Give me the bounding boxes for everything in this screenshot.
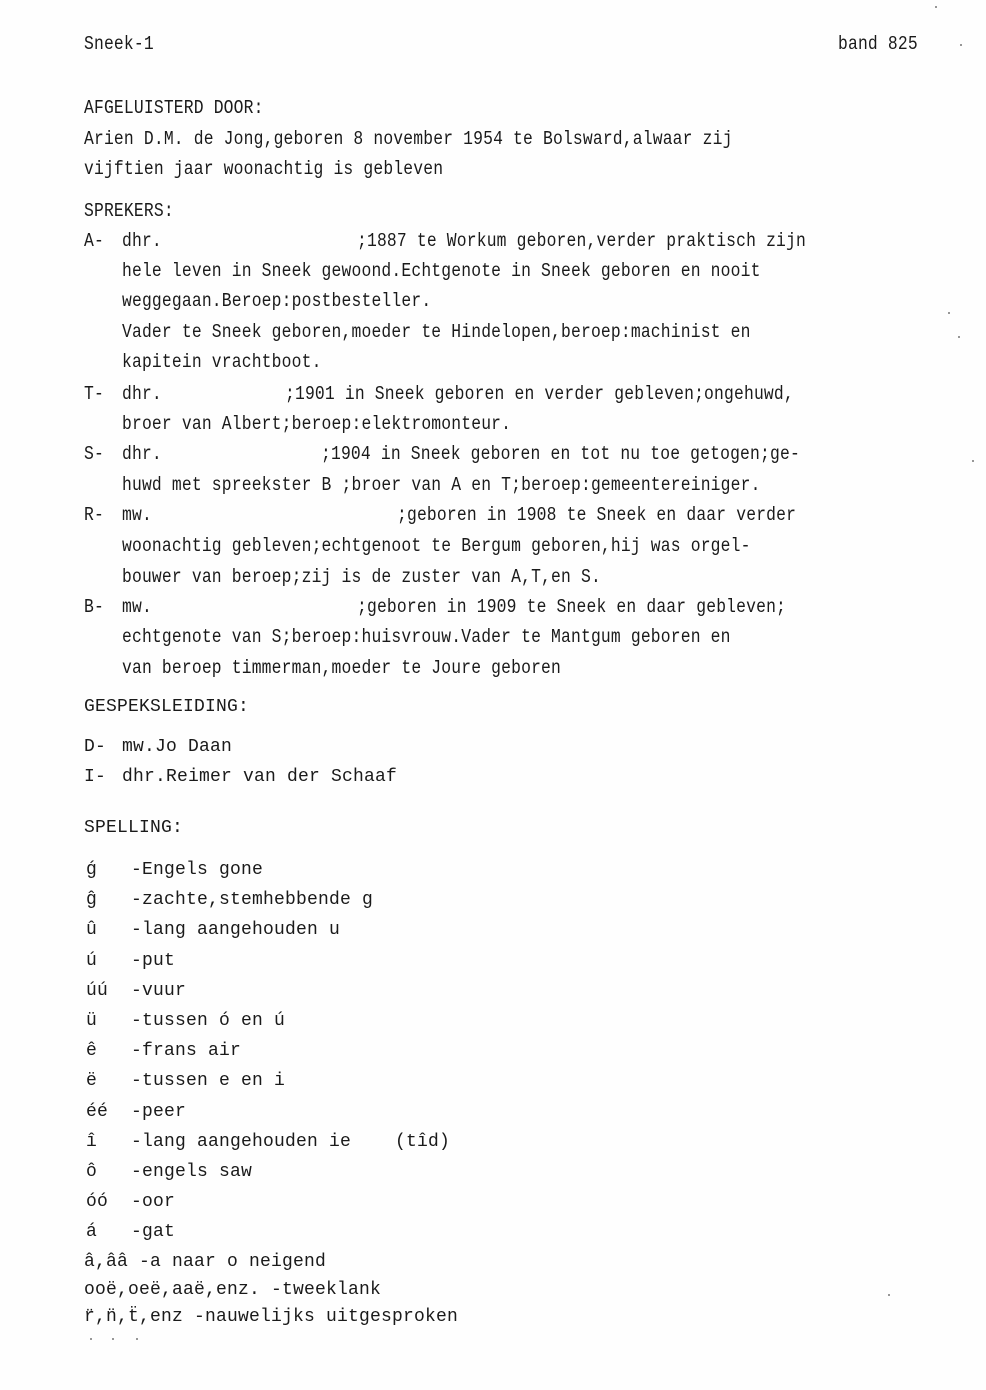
speaker-line: ;geboren in 1908 te Sneek en daar verder xyxy=(397,504,797,526)
spelling-description: -vuur xyxy=(131,980,187,1001)
scan-speck xyxy=(935,6,937,8)
speaker-line: weggegaan.Beroep:postbesteller. xyxy=(122,290,432,312)
spelling-description: -peer xyxy=(131,1101,187,1122)
speaker-line: ;1901 in Sneek geboren en verder gebleven;ongehuwd, xyxy=(285,383,794,405)
section-heading-sprekers: SPREKERS: xyxy=(84,200,174,222)
spelling-symbol: û xyxy=(86,920,98,941)
scan-speck xyxy=(136,1338,138,1340)
tape-number: band 825 xyxy=(838,33,918,55)
speaker-line: echtgenote van S;beroep:huisvrouw.Vader te Mantgum geboren en xyxy=(122,626,731,648)
spelling-symbol: ĝ xyxy=(86,890,98,911)
section-heading-gespreksleiding: GESPEKSLEIDING: xyxy=(84,697,250,717)
spelling-description: -zachte,stemhebbende g xyxy=(131,890,374,911)
scan-speck xyxy=(948,312,950,314)
spelling-symbol: úú xyxy=(86,980,109,1001)
scan-speck xyxy=(972,460,974,462)
section-heading-afgeluisterd: AFGELUISTERD DOOR: xyxy=(84,97,264,119)
speaker-code: T- xyxy=(84,383,104,405)
scan-speck xyxy=(958,336,960,338)
scan-speck xyxy=(960,44,962,46)
speaker-title: mw. xyxy=(122,504,152,526)
interviewer-code: D- xyxy=(84,737,107,757)
speaker-title: dhr. xyxy=(122,443,162,465)
spelling-description: -oor xyxy=(131,1192,176,1213)
scan-speck xyxy=(90,1338,92,1340)
speaker-line: Vader te Sneek geboren,moeder te Hindelopen,beroep:machinist en xyxy=(122,321,751,343)
speaker-code: B- xyxy=(84,596,104,618)
spelling-extra-line: ooë,oeë,aaë,enz. -tweeklank xyxy=(84,1280,382,1300)
spelling-description: -Engels gone xyxy=(131,860,264,880)
speaker-title: dhr. xyxy=(122,230,162,252)
speaker-title: mw. xyxy=(122,596,152,618)
spelling-description: -frans air xyxy=(131,1041,242,1062)
speaker-line: van beroep timmerman,moeder te Joure geboren xyxy=(122,657,562,679)
transcriber-line: vijftien jaar woonachtig is gebleven xyxy=(84,158,444,180)
speaker-code: S- xyxy=(84,443,104,465)
spelling-symbol: ô xyxy=(86,1162,98,1182)
spelling-description: -tussen e en i xyxy=(131,1071,286,1092)
interviewer-name: dhr.Reimer van der Schaaf xyxy=(122,767,398,787)
spelling-description: -gat xyxy=(131,1222,176,1243)
interviewer-code: I- xyxy=(84,767,107,787)
speaker-title: dhr. xyxy=(122,383,162,405)
spelling-extra-line: â,ââ -a naar o neigend xyxy=(84,1252,327,1272)
spelling-symbol: ü xyxy=(86,1011,98,1031)
spelling-description: -engels saw xyxy=(131,1162,253,1182)
spelling-symbol: î xyxy=(86,1131,98,1152)
speaker-line: broer van Albert;beroep:elektromonteur. xyxy=(122,413,512,435)
speaker-code: A- xyxy=(84,230,104,252)
speaker-line: bouwer van beroep;zij is de zuster van A,T,en S. xyxy=(122,566,601,588)
spelling-symbol: ë xyxy=(86,1071,98,1092)
spelling-symbol: á xyxy=(86,1222,98,1243)
spelling-symbol: ǵ xyxy=(86,860,98,880)
speaker-line: kapitein vrachtboot. xyxy=(122,351,322,373)
speaker-code: R- xyxy=(84,504,104,526)
scan-speck xyxy=(888,1294,890,1296)
spelling-description: -tussen ó en ú xyxy=(131,1011,286,1031)
scan-speck xyxy=(112,1338,114,1340)
spelling-extra-line: r̈,n̈,ẗ,enz -nauwelijks uitgesproken xyxy=(84,1307,459,1327)
speaker-line: ;1887 te Workum geboren,verder praktisch zijn xyxy=(357,230,807,252)
section-heading-spelling: SPELLING: xyxy=(84,818,184,838)
spelling-description: -lang aangehouden u xyxy=(131,920,341,941)
interviewer-name: mw.Jo Daan xyxy=(122,737,233,757)
document-id: Sneek-1 xyxy=(84,33,154,55)
speaker-line: huwd met spreekster B ;broer van A en T;beroep:gemeentereiniger. xyxy=(122,474,761,496)
spelling-symbol: óó xyxy=(86,1192,109,1213)
spelling-symbol: ê xyxy=(86,1041,98,1062)
transcriber-line: Arien D.M. de Jong,geboren 8 november 1954 te Bolsward,alwaar zij xyxy=(84,128,733,150)
spelling-symbol: éé xyxy=(86,1101,109,1122)
speaker-line: woonachtig gebleven;echtgenoot te Bergum geboren,hij was orgel- xyxy=(122,535,751,557)
spelling-description: -lang aangehouden ie (tîd) xyxy=(131,1131,451,1152)
speaker-line: ;1904 in Sneek geboren en tot nu toe getogen;ge- xyxy=(321,443,800,465)
spelling-symbol: ú xyxy=(86,950,98,971)
speaker-line: hele leven in Sneek gewoond.Echtgenote in Sneek geboren en nooit xyxy=(122,260,761,282)
speaker-line: ;geboren in 1909 te Sneek en daar gebleven; xyxy=(357,596,787,618)
spelling-description: -put xyxy=(131,950,176,971)
